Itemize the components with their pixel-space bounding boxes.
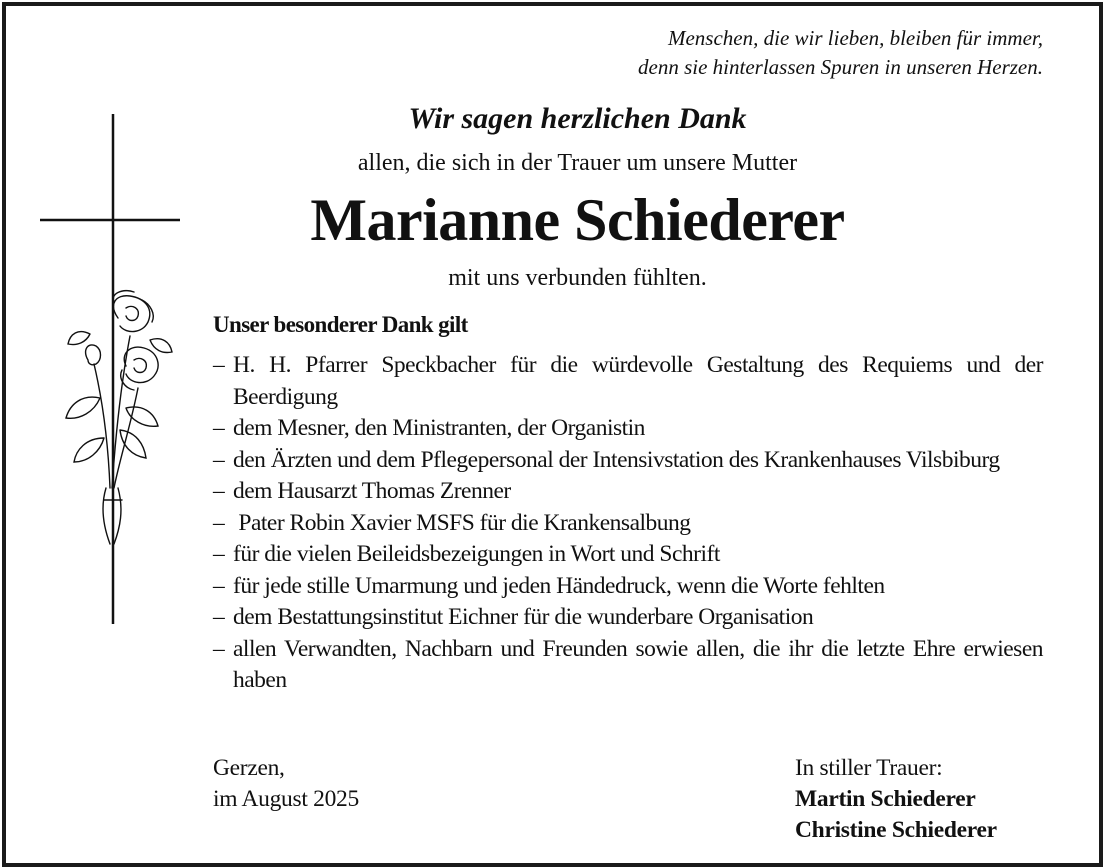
place: Gerzen, [213,755,285,781]
place-and-date [213,753,359,815]
signer-2: Christine Schiederer [795,817,997,843]
thanks-title: Wir sagen herzlichen Dank [408,102,747,135]
mourning-label: In stiller Trauer: [795,755,943,781]
list-item-text: dem Hausarzt Thomas Zrenner [233,478,511,504]
dash-bullet: – [213,446,225,473]
special-thanks-label: Unser besonderer Dank gilt [213,312,468,337]
list-item-text: allen Verwandten, Nachbarn und Freunden sowie allen, die ihr die letzte Ehre erwiesen haben [233,635,1043,693]
list-item [213,571,1043,603]
motto-quote [638,24,1043,82]
dash-bullet: – [213,478,225,504]
signer-1: Martin Schiederer [795,786,976,812]
dash-bullet: – [213,604,225,630]
date: im August 2025 [213,786,359,812]
dash-bullet: – [213,541,225,567]
dash-bullet: – [213,635,225,662]
list-item-text: dem Bestattungsinstitut Eichner für die wunderbare Organisation [233,604,814,630]
list-item [213,476,1043,508]
list-item-text: Pater Robin Xavier MSFS für die Krankensalbung [233,509,691,536]
list-item [213,634,1043,697]
list-item-text: für jede stille Umarmung und jeden Händedruck, wenn die Worte fehlten [233,572,885,599]
list-item-text: den Ärzten und dem Pflegepersonal der Intensivstation des Krankenhauses Vilsbiburg [233,446,1000,473]
dash-bullet: – [213,509,225,536]
list-item-text: H. H. Pfarrer Speckbacher für die würdevolle Gestaltung des Requiems und der Beerdigung [233,352,1043,410]
dash-bullet: – [213,352,225,378]
list-item [213,413,1043,445]
signers-block [795,753,997,846]
thanks-list [213,350,1043,697]
motto-line-1: Menschen, die wir lieben, bleiben für immer, [667,26,1043,50]
deceased-name: Marianne Schiederer [310,187,845,253]
list-item [213,539,1043,571]
list-item-text: für die vielen Beileidsbezeigungen in Wort und Schrift [233,541,720,567]
dash-bullet: – [213,572,225,599]
motto-line-2: denn sie hinterlassen Spuren in unseren Herzen. [638,55,1043,79]
list-item [213,508,1043,540]
list-item-text: dem Mesner, den Ministranten, der Organistin [233,415,645,441]
outro-line: mit uns verbunden fühlten. [448,265,707,291]
list-item [213,350,1043,413]
dash-bullet: – [213,415,225,441]
intro-line: allen, die sich in der Trauer um unsere Mutter [357,150,798,176]
list-item [213,445,1043,477]
list-item [213,602,1043,634]
